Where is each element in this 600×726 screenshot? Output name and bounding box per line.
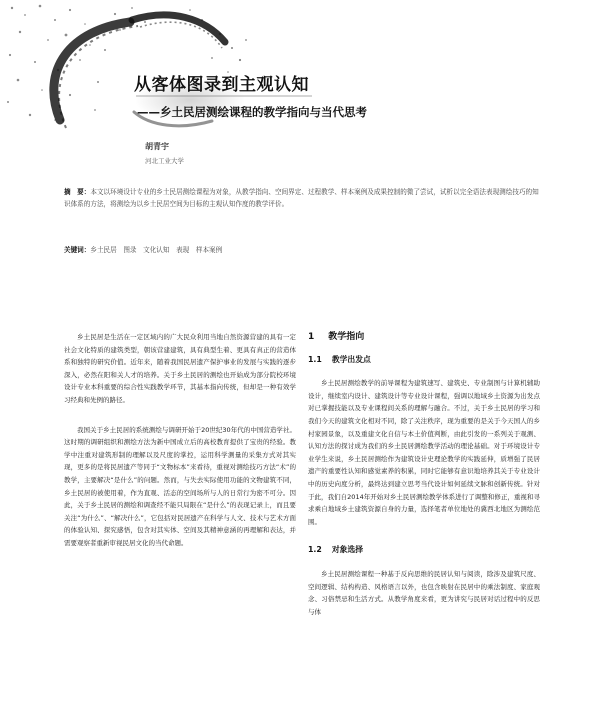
subsection-heading: [308, 354, 540, 367]
section-number: 1: [308, 332, 315, 342]
author-name: 胡青宇: [145, 142, 169, 151]
abstract: [64, 187, 544, 210]
section-title: 教学指向: [328, 332, 365, 342]
body-paragraph: 乡土民居测绘课程一种基于反向思维的民居认知与阅读，除涉及建筑尺度、空间逻辑、结构构造、风格语言以外，也包含映射在民居中的乘法制度、家庭观念、习俗禁忌和生活方式。从教学角度来看，更为讲究与民居对话过程中的反思与体: [308, 569, 540, 616]
author-affiliation: 河北工业大学: [145, 157, 184, 165]
subsection-heading: [308, 544, 540, 557]
subsection-title: 教学出发点: [331, 354, 371, 364]
left-column: [64, 331, 296, 567]
subsection-number: 1.1: [308, 354, 322, 364]
body-paragraph: 我国关于乡土民居的系统测绘与调研开始于20世纪30年代的中国营造学社。这时期的调研组织和测绘方法为新中国成立后的高校教育提供了宝贵的经验。教学中注重对建筑形制的理解以及尺度的掌控，运用科学测量的采集方式对其实现，更多的是将民居遗产等同于“文物标本”来看待，重视对测绘技巧方法“术”的教学，主要解决“是什么”的问题。然而，与失去实际使用功能的文物建筑不同，乡土民居的被使用着，作为直观、活态的空间场所与人的日常行为密不可分。因此，关于乡土民居的测绘和调查经不能只局限在“是什么”的表现记录上，而且要关注“为什么”、“解决什么”，它包括对民居遗产在科学与人文、技术与艺术方面的体验认知、探究感悟，包含对其实体、空间及其精神意涵的再理解和表达，并需要观察者重新审视民居文化的当代命题。: [64, 425, 296, 547]
body-paragraph: 乡土民居测绘教学的前导课程为建筑速写、建筑史、专业制图与计算机辅助设计，继续室内设计、建筑设计等专业设计课程，强调以地域乡土资源为出发点对已掌握技能以及专业课程间关系的理解与融合。不过，关于乡土民居的学习和我们今天的建筑文化相对不同，除了关注秩序，现为重要的是关于今天国人的乡村家园景象，以及重建文化自信与本土价值判断，由此引发的一系列关于观测、认知方法的探讨成为我们的乡土民居测绘教学活动的理论基础。对于环境设计专业学生来说，乡土民居测绘作为建筑设计史理论教学的实践延伸，质增强了民居遗产的重要性认知和感觉素养的积累，同时它能够有意识地培养其关于专业设计中的历史向度分析，最终达到建立思考当代设计如何延续文脉和创新传统。针对于此，我们自2014年开始对乡土民居测绘教学体系进行了调整和修正，重视和寻求乘自地域乡土建筑资源自身的力量，选择笔者单位地处的冀西北地区为测绘范围。: [308, 379, 540, 526]
ink-brush-decoration: [0, 0, 600, 200]
body-paragraph: 乡土民居是生活在一定区域内的广大民众利用当地自然资源营建的具有一定社会文化特质的建筑类型，朝该营建建筑，具有典型生着、更具有真正的营造体系和独特的研究价值。近年来，随着我国民居遗产保护事业的发展与实践的逐步深入，必然在阳和关人才的培养。关于乡土民居的测绘也开始成为部分院校环境设计专业本科重要的综合性实践教学环节，其基本指向传统，但却是一种有效学习经典和先例的路径。: [64, 333, 296, 404]
right-column: [308, 331, 540, 634]
subsection-title: 对象选择: [331, 545, 363, 555]
brush-arc-left: [54, 22, 130, 120]
keywords: [64, 244, 544, 254]
paper-title: 从客体图录到主观认知: [134, 75, 309, 95]
keywords-text: 乡土民居 图录 文化认知 表现 样本案例: [90, 246, 223, 254]
abstract-text: 本文以环境设计专业的乡土民居测绘课程为对象，从教学指向、空间界定、过程教学、样本案例及成果控制的微了尝试，试析以完全语法表现测绘技巧的知识体系的方法，将测绘为以乡土民居空间为目标的主观认知作度的教学评价。: [64, 188, 539, 208]
brush-arc-top: [132, 15, 225, 42]
abstract-label: 摘 要：: [64, 188, 91, 196]
subsection-number: 1.2: [308, 545, 322, 555]
section-heading: [308, 331, 540, 344]
keywords-label: 关键词：: [64, 246, 91, 254]
paper-subtitle: ——乡土民居测绘课程的教学指向与当代思考: [137, 105, 367, 119]
brush-arc-left-dry: [59, 26, 138, 128]
